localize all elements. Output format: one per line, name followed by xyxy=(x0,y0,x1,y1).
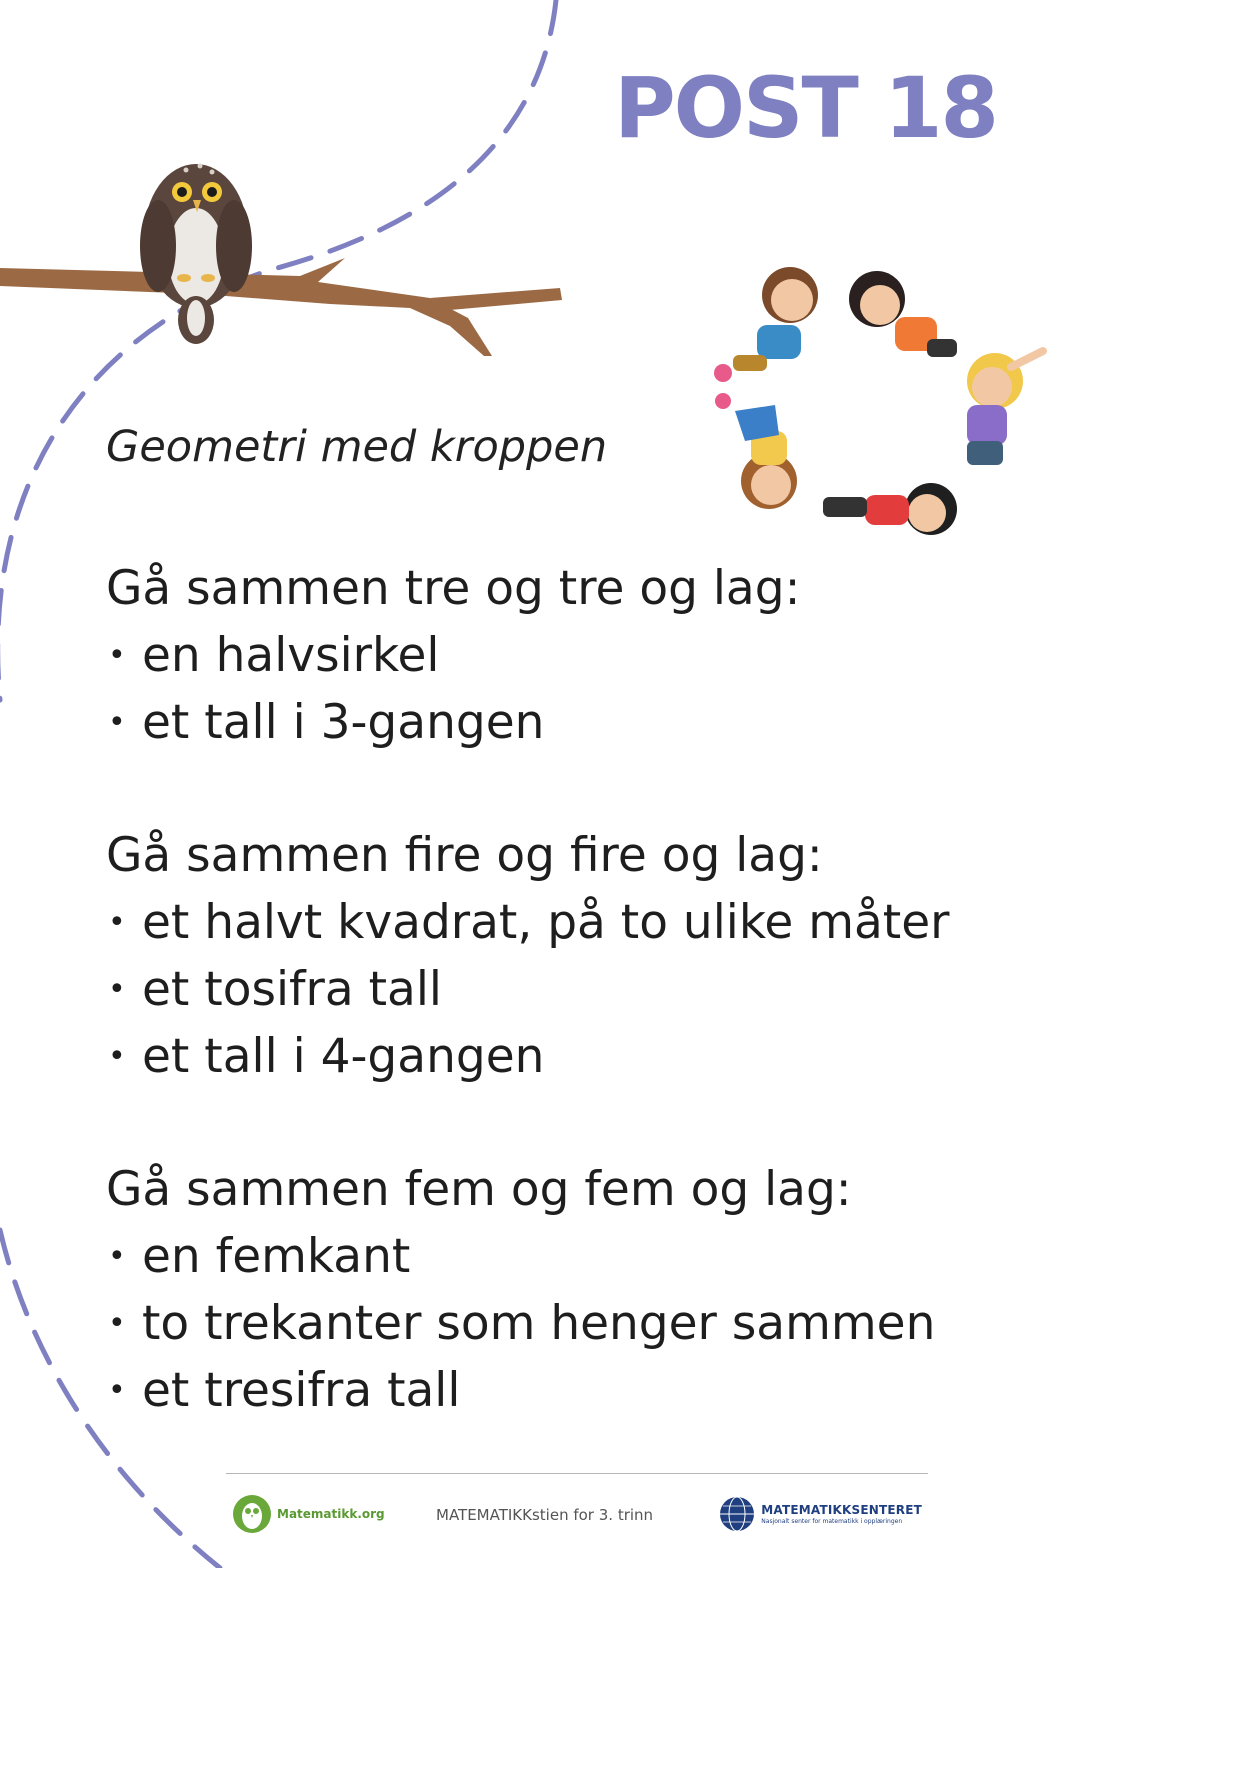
bullet-icon: • xyxy=(108,905,126,940)
list-item: • et tosifra tall xyxy=(106,956,949,1023)
list-item: • en femkant xyxy=(106,1223,935,1290)
list-item: • et tresifra tall xyxy=(106,1357,935,1424)
matematikksenteret-text xyxy=(761,1503,922,1525)
matematikksenteret-label: MATEMATIKKSENTERET xyxy=(761,1503,922,1517)
post-title: POST 18 xyxy=(614,59,997,157)
section-heading: Gå sammen fem og fem og lag: xyxy=(106,1162,852,1217)
bullet-icon: • xyxy=(108,1373,126,1408)
bullet-icon: • xyxy=(108,638,126,673)
list-item: • et tall i 4-gangen xyxy=(106,1023,949,1090)
task-list xyxy=(106,622,800,756)
owl-on-branch-illustration xyxy=(0,150,570,360)
matematikk-org-owl-logo xyxy=(232,1494,272,1534)
bullet-icon: • xyxy=(108,705,126,740)
matematikksenteret-tagline: Nasjonalt senter for matematikk i opplæringen xyxy=(761,1518,903,1525)
task-section-three xyxy=(106,555,800,756)
bullet-icon: • xyxy=(108,1239,126,1274)
bullet-icon: • xyxy=(108,1039,126,1074)
task-section-four xyxy=(106,822,949,1090)
list-item: • et halvt kvadrat, på to ulike måter xyxy=(106,889,949,956)
list-item: • et tall i 3-gangen xyxy=(106,689,800,756)
task-list xyxy=(106,1223,935,1424)
task-section-five xyxy=(106,1156,935,1424)
footer-divider xyxy=(226,1473,928,1474)
footer xyxy=(226,1490,928,1542)
matematikk-org-label: Matematikk.org xyxy=(277,1507,385,1521)
task-list xyxy=(106,889,949,1090)
section-heading: Gå sammen fire og fire og lag: xyxy=(106,828,823,883)
children-circle-illustration xyxy=(705,255,1060,545)
subtitle: Geometri med kroppen xyxy=(106,422,608,472)
matematikksenteret-globe-logo xyxy=(719,1496,755,1532)
section-heading: Gå sammen tre og tre og lag: xyxy=(106,561,801,616)
footer-center-text: MATEMATIKKstien for 3. trinn xyxy=(436,1506,654,1524)
matematikk-org-brand xyxy=(232,1494,385,1534)
bullet-icon: • xyxy=(108,972,126,1007)
list-item: • en halvsirkel xyxy=(106,622,800,689)
list-item: • to trekanter som henger sammen xyxy=(106,1290,935,1357)
bullet-icon: • xyxy=(108,1306,126,1341)
matematikksenteret-brand xyxy=(719,1496,922,1532)
